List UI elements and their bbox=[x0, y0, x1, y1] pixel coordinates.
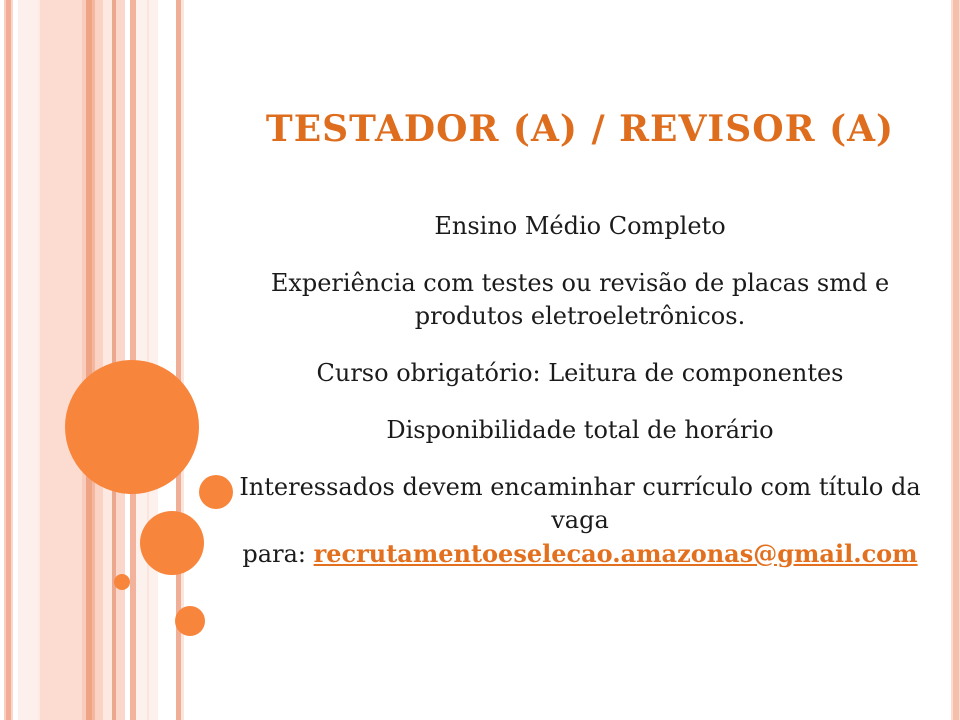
requirement-education: Ensino Médio Completo bbox=[434, 212, 726, 240]
left-stripes-decoration bbox=[0, 0, 200, 720]
requirement-availability: Disponibilidade total de horário bbox=[386, 416, 774, 444]
right-stripe-decoration bbox=[950, 0, 960, 720]
email-link[interactable]: recrutamentoeselecao.amazonas@gmail.com bbox=[313, 539, 918, 568]
large-orange-circle bbox=[65, 360, 199, 494]
small-orange-circle-bottom bbox=[175, 606, 205, 636]
slide-title: TESTADOR (A) / REVISOR (A) bbox=[265, 108, 895, 150]
contact-paragraph bbox=[235, 471, 925, 571]
medium-orange-circle bbox=[140, 511, 204, 575]
tiny-orange-circle bbox=[114, 574, 130, 590]
contact-instruction: Interessados devem encaminhar currículo com título da vaga bbox=[239, 473, 921, 534]
requirement-experience: Experiência com testes ou revisão de placas smd e produtos eletroeletrônicos. bbox=[270, 269, 890, 330]
small-orange-circle-top bbox=[199, 475, 233, 509]
slide-body bbox=[235, 210, 925, 595]
contact-prefix: para: bbox=[242, 540, 314, 568]
requirement-course: Curso obrigatório: Leitura de componentes bbox=[316, 359, 844, 387]
